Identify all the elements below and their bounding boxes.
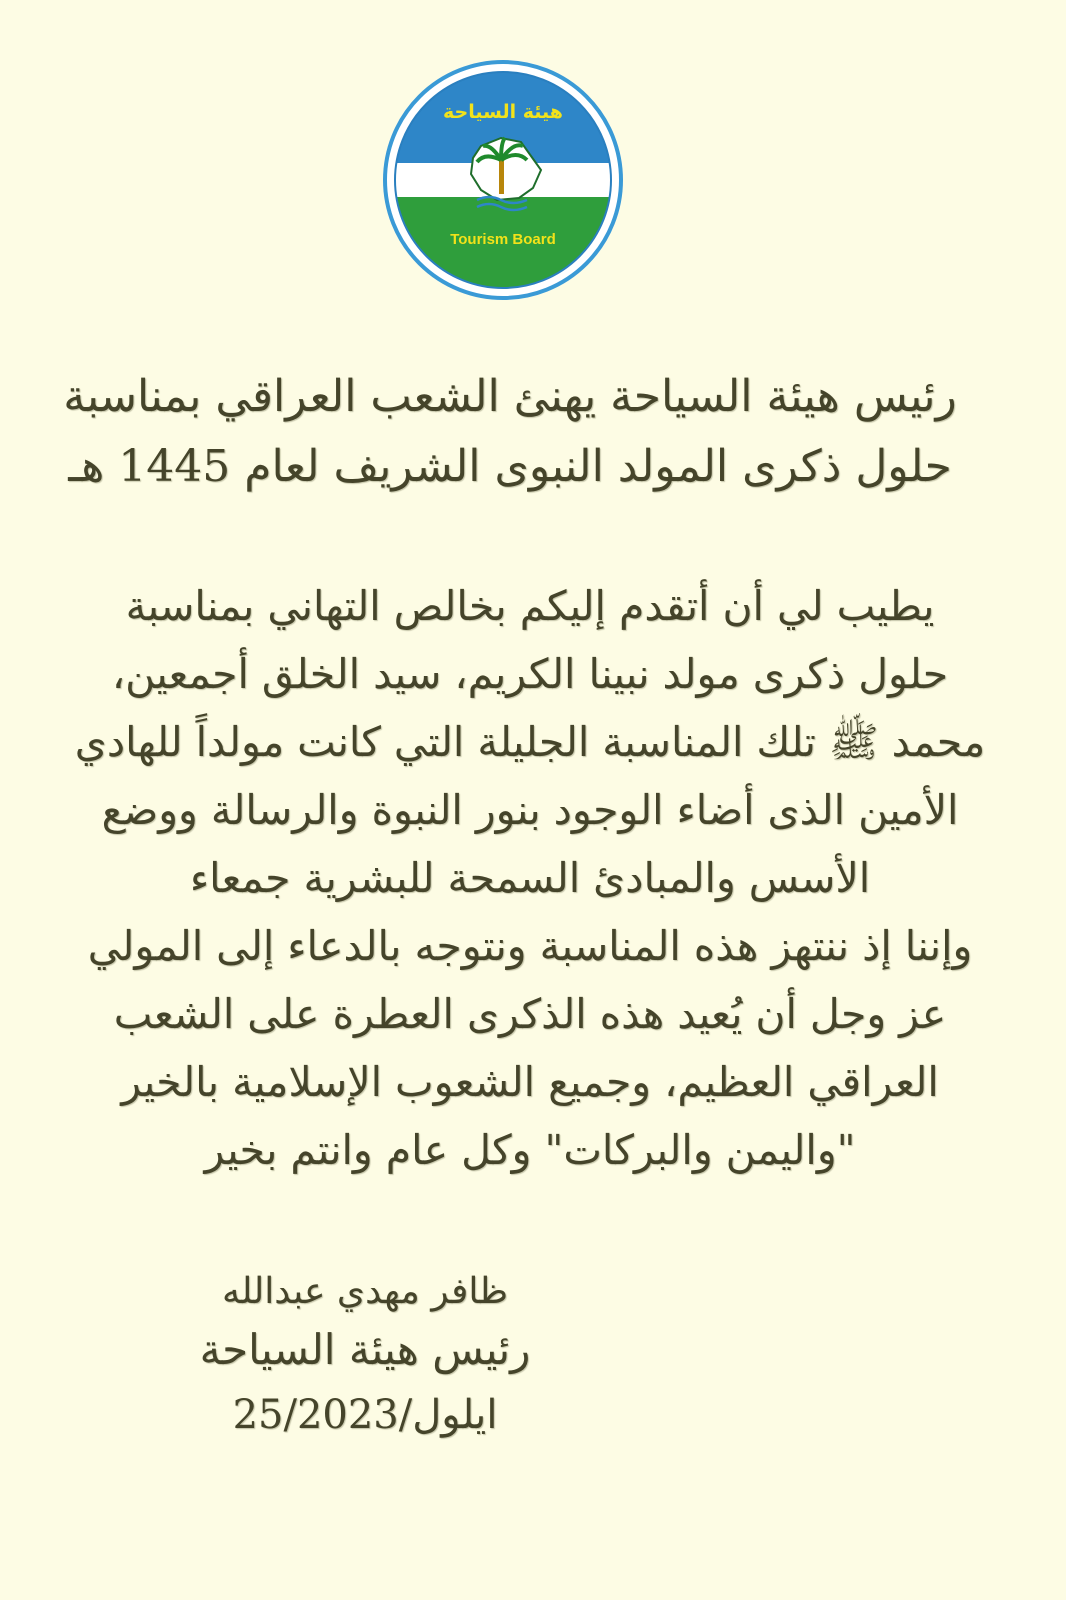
signatory-title: رئيس هيئة السياحة xyxy=(199,1325,531,1374)
signatory-name: ظافر مهدي عبدالله xyxy=(222,1271,508,1312)
tourism-board-logo xyxy=(381,58,625,302)
body-line: محمد ﷺ تلك المناسبة الجليلة التي كانت مولداً للهادي xyxy=(74,718,986,766)
body-line: وإننا إذ ننتهز هذه المناسبة ونتوجه بالدعاء إلى المولي xyxy=(87,922,973,970)
announcement-title-line-2: حلول ذكرى المولد النبوى الشريف لعام 1445 هـ xyxy=(68,441,952,492)
announcement-title-line-1: رئيس هيئة السياحة يهنئ الشعب العراقي بمناسبة xyxy=(63,371,957,422)
logo-arabic-name: هيئة السياحة xyxy=(443,101,563,123)
body-line: حلول ذكرى مولد نبينا الكريم، سيد الخلق أجمعين، xyxy=(111,650,949,698)
body-line: العراقي العظيم، وجميع الشعوب الإسلامية بالخير xyxy=(121,1058,939,1106)
body-line: يطيب لي أن أتقدم إليكم بخالص التهاني بمناسبة xyxy=(125,582,935,630)
body-line: "واليمن والبركات" وكل عام وانتم بخير xyxy=(204,1126,856,1174)
body-line: عز وجل أن يُعيد هذه الذكرى العطرة على الشعب xyxy=(113,990,947,1038)
logo-english-name: Tourism Board xyxy=(450,231,556,248)
body-line: الأسس والمبادئ السمحة للبشرية جمعاء xyxy=(189,854,871,902)
body-line: الأمين الذى أضاء الوجود بنور النبوة والرسالة ووضع xyxy=(101,786,959,834)
signature-date: 25/ايلول/2023 xyxy=(232,1392,498,1438)
